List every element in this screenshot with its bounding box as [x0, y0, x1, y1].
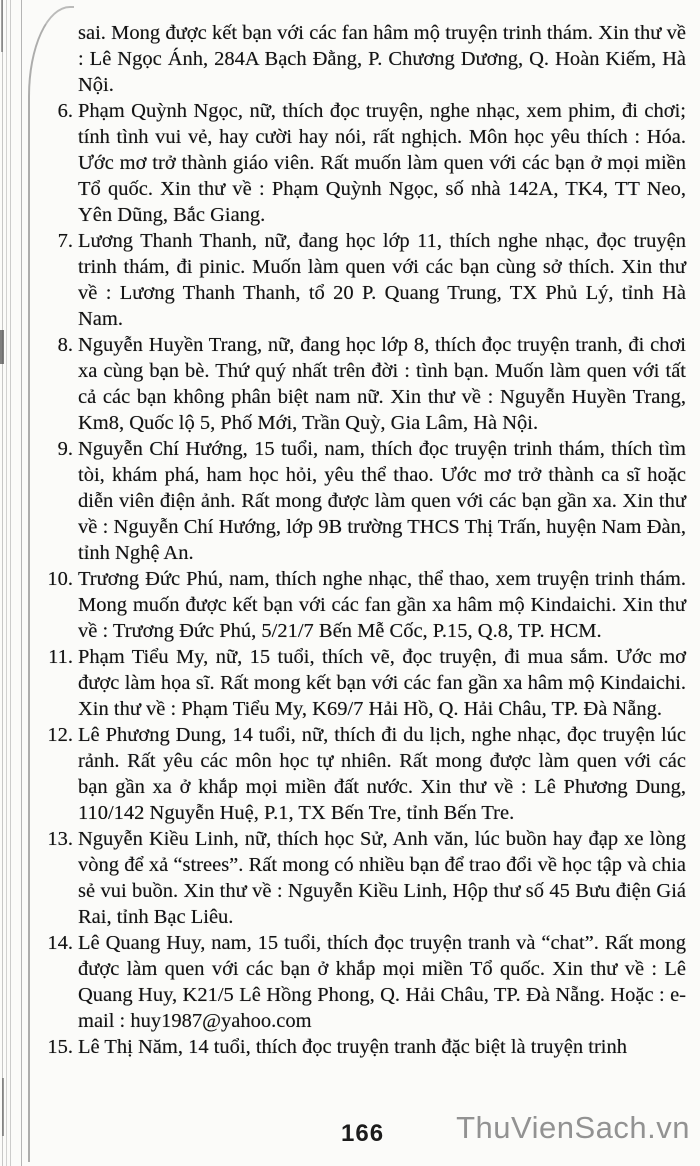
list-item [47, 930, 686, 1034]
binding-line [21, 0, 22, 1166]
list-item [47, 1034, 686, 1060]
binding-line [10, 0, 11, 1166]
scan-smudge [1, 0, 3, 52]
entry-text: Lê Phương Dung, 14 tuổi, nữ, thích đi du lịch, nghe nhạc, đọc truyện lúc rảnh. Rất yêu các môn học tự nhiên. Rất mong được làm quen với các bạn gần xa ở khắp mọi miền đất nước. Xin thư về : Lê Phương Dung, 110/142 Nguyễn Huệ, P.1, TX Bến Tre, tỉnh Bến Tre. [78, 724, 686, 824]
entry-text: Trương Đức Phú, nam, thích nghe nhạc, thể thao, xem truyện trinh thám. Mong muốn được kết bạn với các fan gần xa hâm mộ Kindaichi. Xin thư về : Trương Đức Phú, 5/21/7 Bến Mễ Cốc, P.15, Q.8, TP. HCM. [78, 568, 686, 642]
list-item [47, 826, 686, 930]
entry-number: 13. [47, 828, 73, 850]
list-item [57, 228, 686, 332]
scan-smudge [2, 1078, 4, 1136]
entry-text: Nguyễn Kiều Linh, nữ, thích học Sử, Anh văn, lúc buồn hay đạp xe lòng vòng để xả “strees”. Rất mong có nhiều bạn để trao đổi về học tập và chia sẻ vui buồn. Xin thư về : Nguyễn Kiều Linh, Hộp thư số 45 Bưu điện Giá Rai, tỉnh Bạc Liêu. [78, 828, 686, 928]
entry-number: 11. [48, 646, 73, 668]
binding-line [2, 0, 3, 1166]
list-item [57, 332, 686, 436]
entry-text: Phạm Quỳnh Ngọc, nữ, thích đọc truyện, nghe nhạc, xem phim, đi chơi; tính tình vui vẻ, hay cười hay nói, rất nghịch. Môn học yêu thích : Hóa. Ước mơ trở thành giáo viên. Rất muốn làm quen với các bạn ở mọi miền Tổ quốc. Xin thư về : Phạm Quỳnh Ngọc, số nhà 142A, TK4, TT Neo, Yên Dũng, Bắc Giang. [78, 100, 686, 226]
entry-text: Nguyễn Chí Hướng, 15 tuổi, nam, thích đọc truyện trinh thám, thích tìm tòi, khám phá, ham học hỏi, yêu thể thao. Ước mơ trở thành ca sĩ hoặc diễn viên điện ảnh. Rất mong được làm quen với các bạn gần xa. Xin thư về : Nguyễn Chí Hướng, lớp 9B trường THCS Thị Trấn, huyện Nam Đàn, tỉnh Nghệ An. [78, 438, 686, 564]
page-text-block [47, 20, 686, 1060]
entry-text: Nguyễn Huyền Trang, nữ, đang học lớp 8, thích đọc truyện tranh, đi chơi xa cùng bạn bè. Thứ quý nhất trên đời : tình bạn. Muốn làm quen với tất cả các bạn không phân biệt nam nữ. Xin thư về : Nguyễn Huyền Trang, Km8, Quốc lộ 5, Phố Mới, Trần Quỳ, Gia Lâm, Hà Nội. [78, 334, 686, 434]
continuation-paragraph: sai. Mong được kết bạn với các fan hâm mộ truyện trinh thám. Xin thư về : Lê Ngọc Ánh, 284A Bạch Đằng, P. Chương Dương, Q. Hoàn Kiếm, Hà Nội. [78, 22, 686, 96]
entry-text: Lê Thị Năm, 14 tuổi, thích đọc truyện tranh đặc biệt là truyện trinh [78, 1036, 627, 1058]
entry-number: 12. [47, 724, 73, 746]
list-item [48, 644, 686, 722]
entry-number: 7. [57, 230, 73, 252]
entry-text: Lê Quang Huy, nam, 15 tuổi, thích đọc truyện tranh và “chat”. Rất mong được làm quen với các bạn ở khắp mọi miền Tổ quốc. Xin thư về : Lê Quang Huy, K21/5 Lê Hồng Phong, Q. Hải Châu, TP. Đà Nẵng. Hoặc : e-mail : huy1987@yahoo.com [78, 932, 686, 1032]
penpal-entries-list [47, 98, 686, 1060]
entry-number: 6. [57, 100, 73, 122]
entry-text: Lương Thanh Thanh, nữ, đang học lớp 11, thích nghe nhạc, đọc truyện trinh thám, đi pinic. Muốn làm quen với các bạn cùng sở thích. Xin thư về : Lương Thanh Thanh, tổ 20 P. Quang Trung, TX Phủ Lý, tỉnh Hà Nam. [78, 230, 686, 330]
scan-smudge [0, 330, 4, 364]
thuviensach-watermark: ThuVienSach.vn [456, 1110, 690, 1145]
entry-number: 9. [57, 438, 73, 460]
list-item [57, 436, 686, 566]
entry-number: 14. [47, 932, 73, 954]
list-item [57, 98, 686, 228]
binding-line [6, 0, 7, 1166]
list-item [47, 566, 686, 644]
list-item [47, 722, 686, 826]
entry-number: 8. [57, 334, 73, 356]
entry-number: 10. [47, 568, 73, 590]
page-number: 166 [341, 1120, 385, 1147]
entry-text: Phạm Tiểu My, nữ, 15 tuổi, thích vẽ, đọc truyện, đi mua sắm. Ước mơ được làm họa sĩ. Rất mong kết bạn với các fan gần xa hâm mộ Kindaichi. Xin thư về : Phạm Tiểu My, K69/7 Hải Hồ, Q. Hải Châu, TP. Đà Nẵng. [78, 646, 686, 720]
entry-number: 15. [47, 1036, 73, 1058]
